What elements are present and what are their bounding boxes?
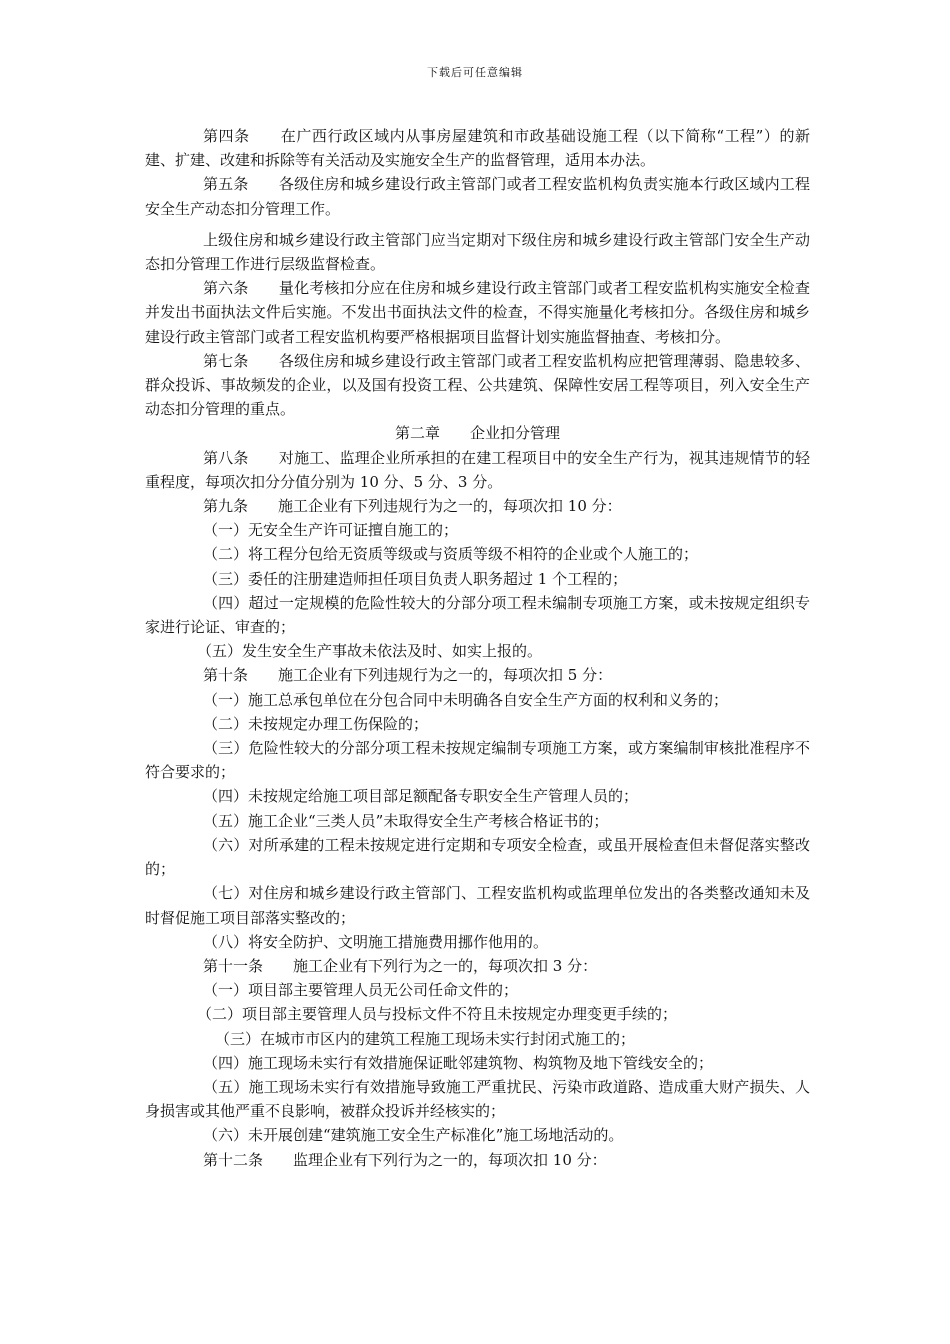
- list-item: （三）委任的注册建造师担任项目负责人职务超过 1 个工程的；: [203, 569, 628, 588]
- article-paragraph: 第四条 在广西行政区域内从事房屋建筑和市政基础设施工程（以下简称“工程”）的新建、扩建、改建和拆除等有关活动及实施安全生产的监督管理，适用本办法。: [145, 127, 810, 170]
- article-paragraph: 第九条 施工企业有下列违规行为之一的，每项次扣 10 分：: [203, 497, 622, 516]
- article-paragraph: 第八条 对施工、监理企业所承担的在建工程项目中的安全生产行为，视其违规情节的轻重程度，每项次扣分分值分别为 10 分、5 分、3 分。: [145, 448, 810, 491]
- list-item: （六）未开展创建“建筑施工安全生产标准化”施工场地活动的。: [203, 1126, 624, 1145]
- article-paragraph: 第五条 各级住房和城乡建设行政主管部门或者工程安监机构负责实施本行政区域内工程安全生产动态扣分管理工作。: [145, 175, 810, 218]
- list-item: （三）在城市市区内的建筑工程施工现场未实行封闭式施工的；: [215, 1029, 636, 1048]
- list-item: （六）对所承建的工程未按规定进行定期和专项安全检查，或虽开展检查但未督促落实整改的；: [145, 835, 810, 879]
- article-paragraph: 第十一条 施工企业有下列行为之一的，每项次扣 3 分：: [203, 956, 598, 975]
- article-paragraph: 第十二条 监理企业有下列行为之一的，每项次扣 10 分：: [203, 1150, 607, 1169]
- list-item: （二）将工程分包给无资质等级或与资质等级不相符的企业或个人施工的；: [203, 545, 699, 564]
- list-item: （三）危险性较大的分部分项工程未按规定编制专项施工方案，或方案编制审核批准程序不符合要求的；: [145, 739, 810, 782]
- list-item: （七）对住房和城乡建设行政主管部门、工程安监机构或监理单位发出的各类整改通知未及时督促施工项目部落实整改的；: [145, 884, 810, 927]
- list-item: （八）将安全防护、文明施工措施费用挪作他用的。: [203, 932, 549, 951]
- list-item: （五）发生安全生产事故未依法及时、如实上报的。: [197, 642, 543, 661]
- chapter-heading: 第二章 企业扣分管理: [394, 424, 560, 443]
- list-item: （二）未按规定办理工伤保险的；: [203, 714, 429, 733]
- list-item: （四）施工现场未实行有效措施保证毗邻建筑物、构筑物及地下管线安全的；: [203, 1053, 714, 1072]
- article-paragraph: 第十条 施工企业有下列违规行为之一的，每项次扣 5 分：: [203, 666, 613, 685]
- list-item: （二）项目部主要管理人员与投标文件不符且未按规定办理变更手续的；: [197, 1005, 678, 1024]
- list-item: （四）未按规定给施工项目部足额配备专职安全生产管理人员的；: [203, 787, 639, 806]
- page-header: 下载后可任意编辑: [427, 66, 523, 79]
- list-item: （五）施工现场未实行有效措施导致施工严重扰民、污染市政道路、造成重大财产损失、人身损害或其他严重不良影响，被群众投诉并经核实的；: [145, 1077, 810, 1121]
- list-item: （五）施工企业“三类人员”未取得安全生产考核合格证书的；: [203, 811, 609, 830]
- article-paragraph: 第七条 各级住房和城乡建设行政主管部门或者工程安监机构应把管理薄弱、隐患较多、群众投诉、事故频发的企业，以及国有投资工程、公共建筑、保障性安居工程等项目，列入安全生产动态扣分管理的重点。: [145, 351, 810, 419]
- list-item: （一）无安全生产许可证擅自施工的；: [203, 521, 459, 540]
- list-item: （一）施工总承包单位在分包合同中未明确各自安全生产方面的权利和义务的；: [203, 690, 729, 709]
- document-body: [145, 124, 810, 1172]
- list-item: （一）项目部主要管理人员无公司任命文件的；: [203, 981, 519, 1000]
- list-item: （四）超过一定规模的危险性较大的分部分项工程未编制专项施工方案，或未按规定组织专家进行论证、审查的；: [145, 593, 810, 637]
- article-paragraph: 上级住房和城乡建设行政主管部门应当定期对下级住房和城乡建设行政主管部门安全生产动态扣分管理工作进行层级监督检查。: [145, 230, 810, 274]
- article-paragraph: 第六条 量化考核扣分应在住房和城乡建设行政主管部门或者工程安监机构实施安全检查并发出书面执法文件后实施。不发出书面执法文件的检查，不得实施量化考核扣分。各级住房和城乡建设行政主管部门或者工程安监机构要严格根据项目监督计划实施监督抽查、考核扣分。: [145, 279, 810, 346]
